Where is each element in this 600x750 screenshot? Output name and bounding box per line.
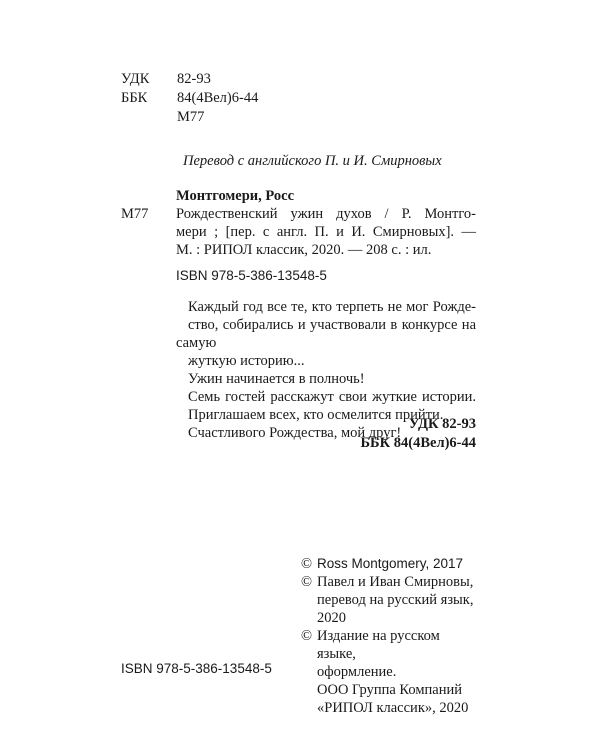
- copyright-icon: ©: [301, 574, 313, 590]
- classification-right: [360, 415, 476, 453]
- copyright-line: 2020: [317, 610, 346, 626]
- bbk-value: 84(4Вел)6-44: [177, 90, 259, 106]
- annotation-line: жуткую историю...: [188, 353, 305, 369]
- isbn-entry: ISBN 978-5-386-13548-5: [176, 268, 327, 283]
- copyright-item: [301, 573, 481, 627]
- copyright-block: [301, 555, 481, 717]
- copyright-line: «РИПОЛ классик», 2020: [317, 700, 469, 716]
- copyright-item: [301, 555, 481, 573]
- translators-note: Перевод с английского П. и И. Смирновых: [183, 153, 442, 169]
- bbk-row: [121, 89, 258, 108]
- copyright-line: Издание на русском языке,: [317, 628, 440, 662]
- annotation-line: Семь гостей расскажут свои жуткие истории.: [188, 389, 476, 405]
- annotation-line: Каждый год все те, кто терпеть не мог Рожде-: [188, 299, 476, 315]
- copyright-line: Ross Montgomery, 2017: [317, 556, 464, 571]
- udk-label: УДК: [121, 71, 150, 87]
- biblio-line: Рождественский ужин духов / Р. Монтго-: [176, 206, 476, 222]
- copyright-line: перевод на русский язык,: [317, 592, 474, 608]
- annotation-line: ство, собирались и участвовали в конкурсе на самую: [176, 317, 476, 351]
- copyright-line: оформление.: [317, 664, 397, 680]
- bbk-label: ББК: [121, 90, 148, 106]
- annotation-paragraph: [176, 298, 476, 370]
- annotation-paragraph: Ужин начинается в полночь!: [188, 371, 365, 387]
- biblio-line: М. : РИПОЛ классик, 2020. — 208 с. : ил.: [176, 242, 432, 258]
- udk-value: 82-93: [177, 71, 211, 87]
- classification-block: [121, 70, 258, 127]
- annotation-paragraph: Счастливого Рождества, мой друг!: [188, 425, 402, 441]
- entry-cipher: М77: [121, 206, 149, 222]
- author-name: Монтгомери, Росс: [176, 188, 295, 204]
- copyright-line: Павел и Иван Смирновы,: [317, 574, 474, 590]
- copyright-icon: ©: [301, 628, 313, 644]
- copyright-item: [301, 627, 481, 717]
- bbk-bold: ББК 84(4Вел)6-44: [360, 435, 476, 451]
- cipher-row: [121, 108, 258, 127]
- biblio-line: мери ; [пер. с англ. П. и И. Смирновых]. —: [176, 224, 476, 240]
- isbn-bottom: ISBN 978-5-386-13548-5: [121, 661, 272, 676]
- udk-row: [121, 70, 258, 89]
- bibliographic-description: [176, 205, 476, 259]
- annotation-line: Приглашаем всех, кто осмелится прийти.: [188, 407, 444, 423]
- udk-bold: УДК 82-93: [408, 416, 476, 432]
- author-cipher: М77: [177, 109, 205, 125]
- copyright-icon: ©: [301, 556, 313, 572]
- copyright-line: ООО Группа Компаний: [317, 682, 462, 698]
